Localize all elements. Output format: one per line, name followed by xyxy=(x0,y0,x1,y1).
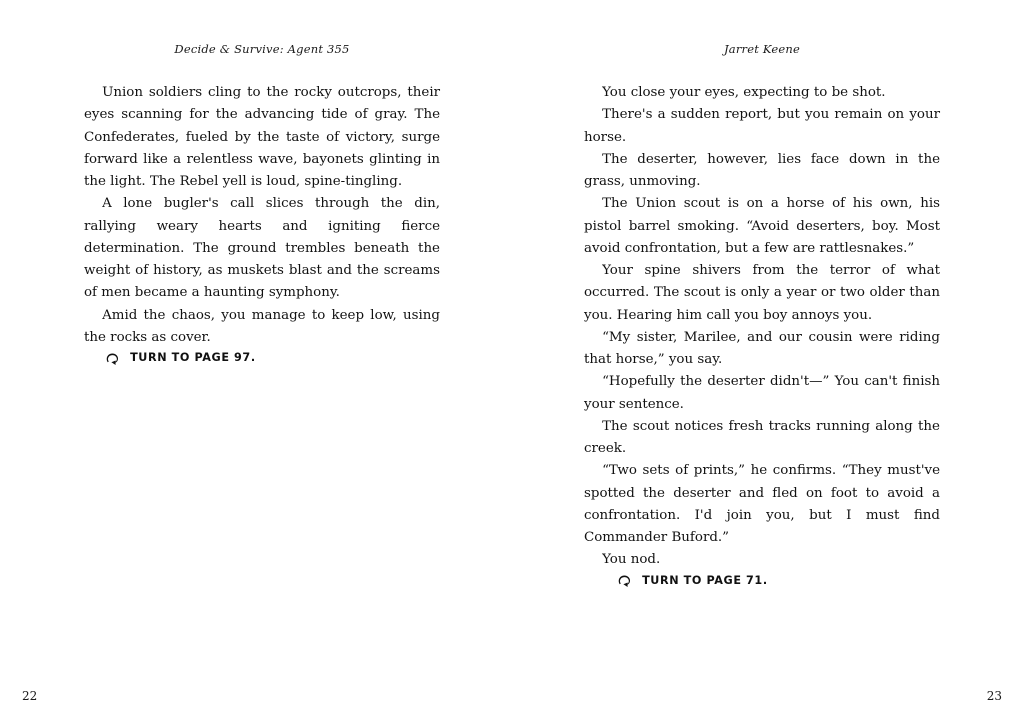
page-number-left: 22 xyxy=(22,689,38,703)
paragraph: “Two sets of prints,” he confirms. “They must've spotted the deserter and fled on foot to avoid a confrontation. I'd join you, but I must find Commander Buford.” xyxy=(584,463,940,545)
left-page-body xyxy=(84,82,440,368)
paragraph: The scout notices fresh tracks running along the creek. xyxy=(584,418,940,456)
turn-to-page-left-label: TURN TO PAGE 97. xyxy=(130,351,256,364)
running-head-left: Decide & Survive: Agent 355 xyxy=(174,42,350,56)
turn-to-page-left[interactable] xyxy=(84,349,440,368)
paragraph: A lone bugler's call slices through the din, rallying weary hearts and igniting fierce determination. The ground trembles beneath the weight of history, as muskets blast and the screams of men became a haunting symphony. xyxy=(84,196,440,301)
paragraph: Union soldiers cling to the rocky outcrops, their eyes scanning for the advancing tide of gray. The Confederates, fueled by the taste of victory, surge forward like a relentless wave, bayonets glinting in the light. The Rebel yell is loud, spine-tingling. xyxy=(84,85,440,189)
paragraph: There's a sudden report, but you remain on your horse. xyxy=(584,107,940,145)
turn-to-page-right-label: TURN TO PAGE 71. xyxy=(642,573,768,587)
paragraph: “My sister, Marilee, and our cousin were riding that horse,” you say. xyxy=(584,329,940,367)
paragraph: Your spine shivers from the terror of what occurred. The scout is only a year or two older than you. Hearing him call you boy annoys you. xyxy=(584,263,940,323)
paragraph: “Hopefully the deserter didn't—” You can't finish your sentence. xyxy=(584,374,940,412)
arrow-curve-right-icon xyxy=(86,350,103,367)
running-head-right: Jarret Keene xyxy=(723,42,801,56)
arrow-curve-right-icon xyxy=(598,572,615,589)
paragraph: You nod. xyxy=(602,552,661,568)
paragraph: You close your eyes, expecting to be shot. xyxy=(602,85,886,100)
paragraph: Amid the chaos, you manage to keep low, using the rocks as cover. xyxy=(84,307,440,345)
right-page-body xyxy=(584,82,940,590)
right-page xyxy=(512,0,1024,725)
paragraph: The Union scout is on a horse of his own, his pistol barrel smoking. “Avoid deserters, boy. Most avoid confrontation, but a few are rattlesnakes.” xyxy=(584,196,940,256)
paragraph: The deserter, however, lies face down in the grass, unmoving. xyxy=(584,151,940,189)
turn-to-page-right[interactable] xyxy=(584,572,940,591)
page-number-right: 23 xyxy=(986,689,1002,703)
